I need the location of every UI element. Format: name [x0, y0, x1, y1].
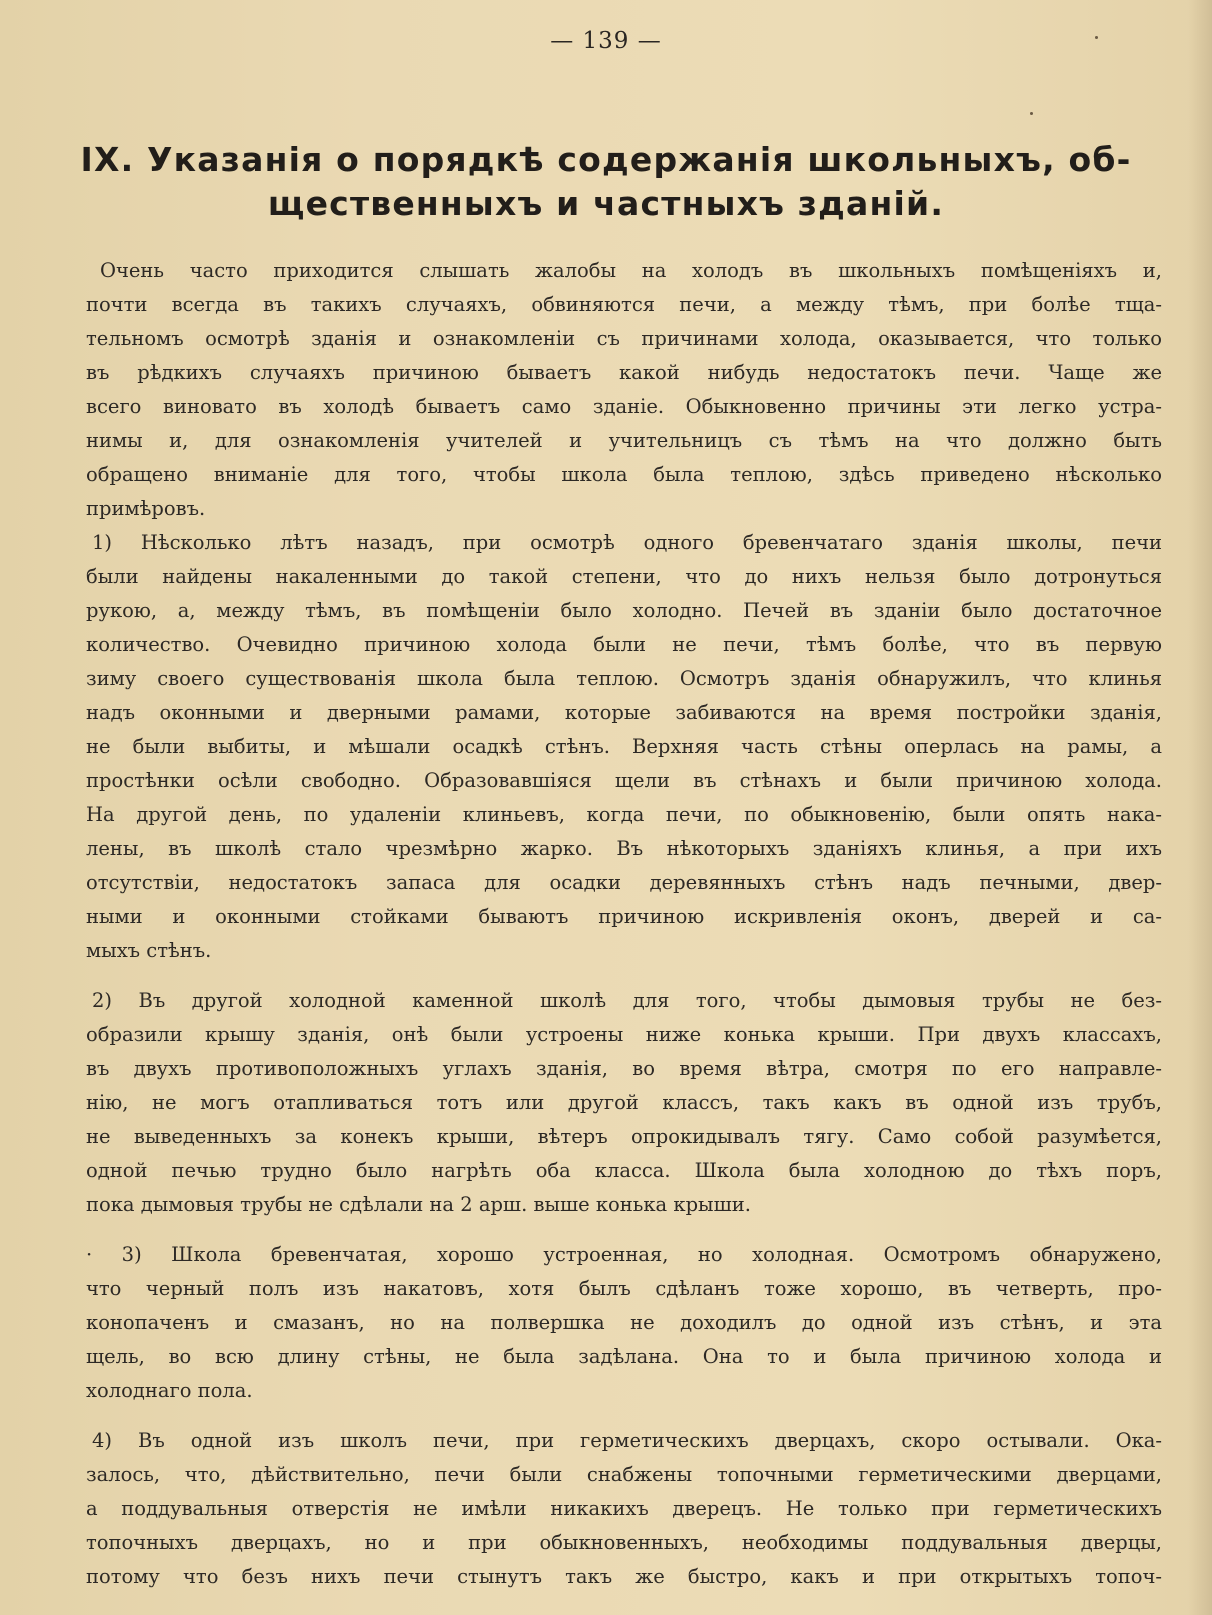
text-line: лены, въ школѣ стало чрезмѣрно жарко. Въ нѣкоторыхъ зданіяхъ клинья, а при ихъ	[86, 837, 1162, 860]
text-line: нію, не могъ отапливаться тотъ или другой классъ, такъ какъ въ одной изъ трубъ,	[86, 1091, 1162, 1114]
text-line: въ рѣдкихъ случаяхъ причиною бываетъ какой нибудь недостатокъ печи. Чаще же	[86, 361, 1162, 384]
text-line: мыхъ стѣнъ.	[86, 939, 212, 962]
text-line: ными и оконными стойками бываютъ причиною искривленія оконъ, дверей и са-	[86, 905, 1162, 928]
page-edge-shadow	[1188, 0, 1212, 1615]
text-line: обращено вниманіе для того, чтобы школа была теплою, здѣсь приведено нѣсколько	[86, 463, 1162, 486]
text-line: надъ оконными и дверными рамами, которые забиваются на время постройки зданія,	[86, 701, 1162, 724]
paragraph	[86, 254, 1162, 526]
text-line: топочныхъ дверцахъ, но и при обыкновенныхъ, необходимы поддувальныя дверцы,	[86, 1531, 1162, 1554]
text-line: потому что безъ нихъ печи стынутъ такъ же быстро, какъ и при открытыхъ топоч-	[86, 1565, 1162, 1588]
text-line: Очень часто приходится слышать жалобы на холодъ въ школьныхъ помѣщеніяхъ и,	[100, 259, 1162, 282]
text-line: не выведенныхъ за конекъ крыши, вѣтеръ опрокидывалъ тягу. Само собой разумѣется,	[86, 1125, 1162, 1148]
text-line: холоднаго пола.	[86, 1379, 253, 1402]
text-line: отсутствіи, недостатокъ запаса для осадки деревянныхъ стѣнъ надъ печными, двер-	[86, 871, 1162, 894]
text-line: · 3) Школа бревенчатая, хорошо устроенная, но холодная. Осмотромъ обнаружено,	[86, 1243, 1162, 1266]
text-line: тельномъ осмотрѣ зданія и ознакомленіи съ причинами холода, оказывается, что только	[86, 327, 1162, 350]
text-line: зиму своего существованія школа была теплою. Осмотръ зданія обнаружилъ, что клинья	[86, 667, 1162, 690]
text-line: залось, что, дѣйствительно, печи были снабжены топочными герметическими дверцами,	[86, 1463, 1162, 1486]
text-line: конопаченъ и смазанъ, но на полвершка не доходилъ до одной изъ стѣнъ, и эта	[86, 1311, 1162, 1334]
paper-speck	[1095, 36, 1098, 39]
text-line: въ двухъ противоположныхъ углахъ зданія, во время вѣтра, смотря по его направле-	[86, 1057, 1162, 1080]
section-heading	[32, 138, 1180, 226]
paragraph	[86, 1424, 1162, 1594]
text-line: одной печью трудно было нагрѣть оба класса. Школа была холодною до тѣхъ поръ,	[86, 1159, 1162, 1182]
text-line: 2) Въ другой холодной каменной школѣ для того, чтобы дымовыя трубы не без-	[92, 989, 1162, 1012]
heading-line: щественныхъ и частныхъ зданій.	[267, 184, 945, 223]
heading-line: IX. Указанія о порядкѣ содержанія школьныхъ, об-	[80, 140, 1132, 179]
text-line: образили крышу зданія, онѣ были устроены ниже конька крыши. При двухъ классахъ,	[86, 1023, 1162, 1046]
text-line: были найдены накаленными до такой степени, что до нихъ нельзя было дотронуться	[86, 565, 1162, 588]
paragraph	[86, 1238, 1162, 1408]
paper-speck	[1030, 112, 1033, 115]
paragraph	[86, 526, 1162, 968]
text-line: простѣнки осѣли свободно. Образовавшіяся щели въ стѣнахъ и были причиною холода.	[86, 769, 1162, 792]
text-line: примѣровъ.	[86, 497, 206, 520]
text-line: На другой день, по удаленіи клиньевъ, когда печи, по обыкновенію, были опять нака-	[86, 803, 1162, 826]
text-line: рукою, а, между тѣмъ, въ помѣщеніи было холодно. Печей въ зданіи было достаточное	[86, 599, 1162, 622]
text-line: почти всегда въ такихъ случаяхъ, обвиняются печи, а между тѣмъ, при болѣе тща-	[86, 293, 1162, 316]
text-line: щель, во всю длину стѣны, не была задѣлана. Она то и была причиною холода и	[86, 1345, 1162, 1368]
body-text	[86, 254, 1162, 1594]
text-line: всего виновато въ холодѣ бываетъ само зданіе. Обыкновенно причины эти легко устра-	[86, 395, 1162, 418]
text-line: нимы и, для ознакомленія учителей и учительницъ съ тѣмъ на что должно быть	[86, 429, 1162, 452]
text-line: что черный полъ изъ накатовъ, хотя былъ сдѣланъ тоже хорошо, въ четверть, про-	[86, 1277, 1162, 1300]
text-line: 4) Въ одной изъ школъ печи, при герметическихъ дверцахъ, скоро остывали. Ока-	[92, 1429, 1162, 1452]
text-line: 1) Нѣсколько лѣтъ назадъ, при осмотрѣ одного бревенчатаго зданія школы, печи	[92, 531, 1162, 554]
paragraph	[86, 984, 1162, 1222]
text-line: пока дымовыя трубы не сдѣлали на 2 арш. выше конька крыши.	[86, 1193, 751, 1216]
page-number: — 139 —	[550, 28, 662, 54]
text-line: а поддувальныя отверстія не имѣли никакихъ дверецъ. Не только при герметическихъ	[86, 1497, 1162, 1520]
text-line: количество. Очевидно причиною холода были не печи, тѣмъ болѣе, что въ первую	[86, 633, 1162, 656]
text-line: не были выбиты, и мѣшали осадкѣ стѣнъ. Верхняя часть стѣны оперлась на рамы, а	[86, 735, 1162, 758]
